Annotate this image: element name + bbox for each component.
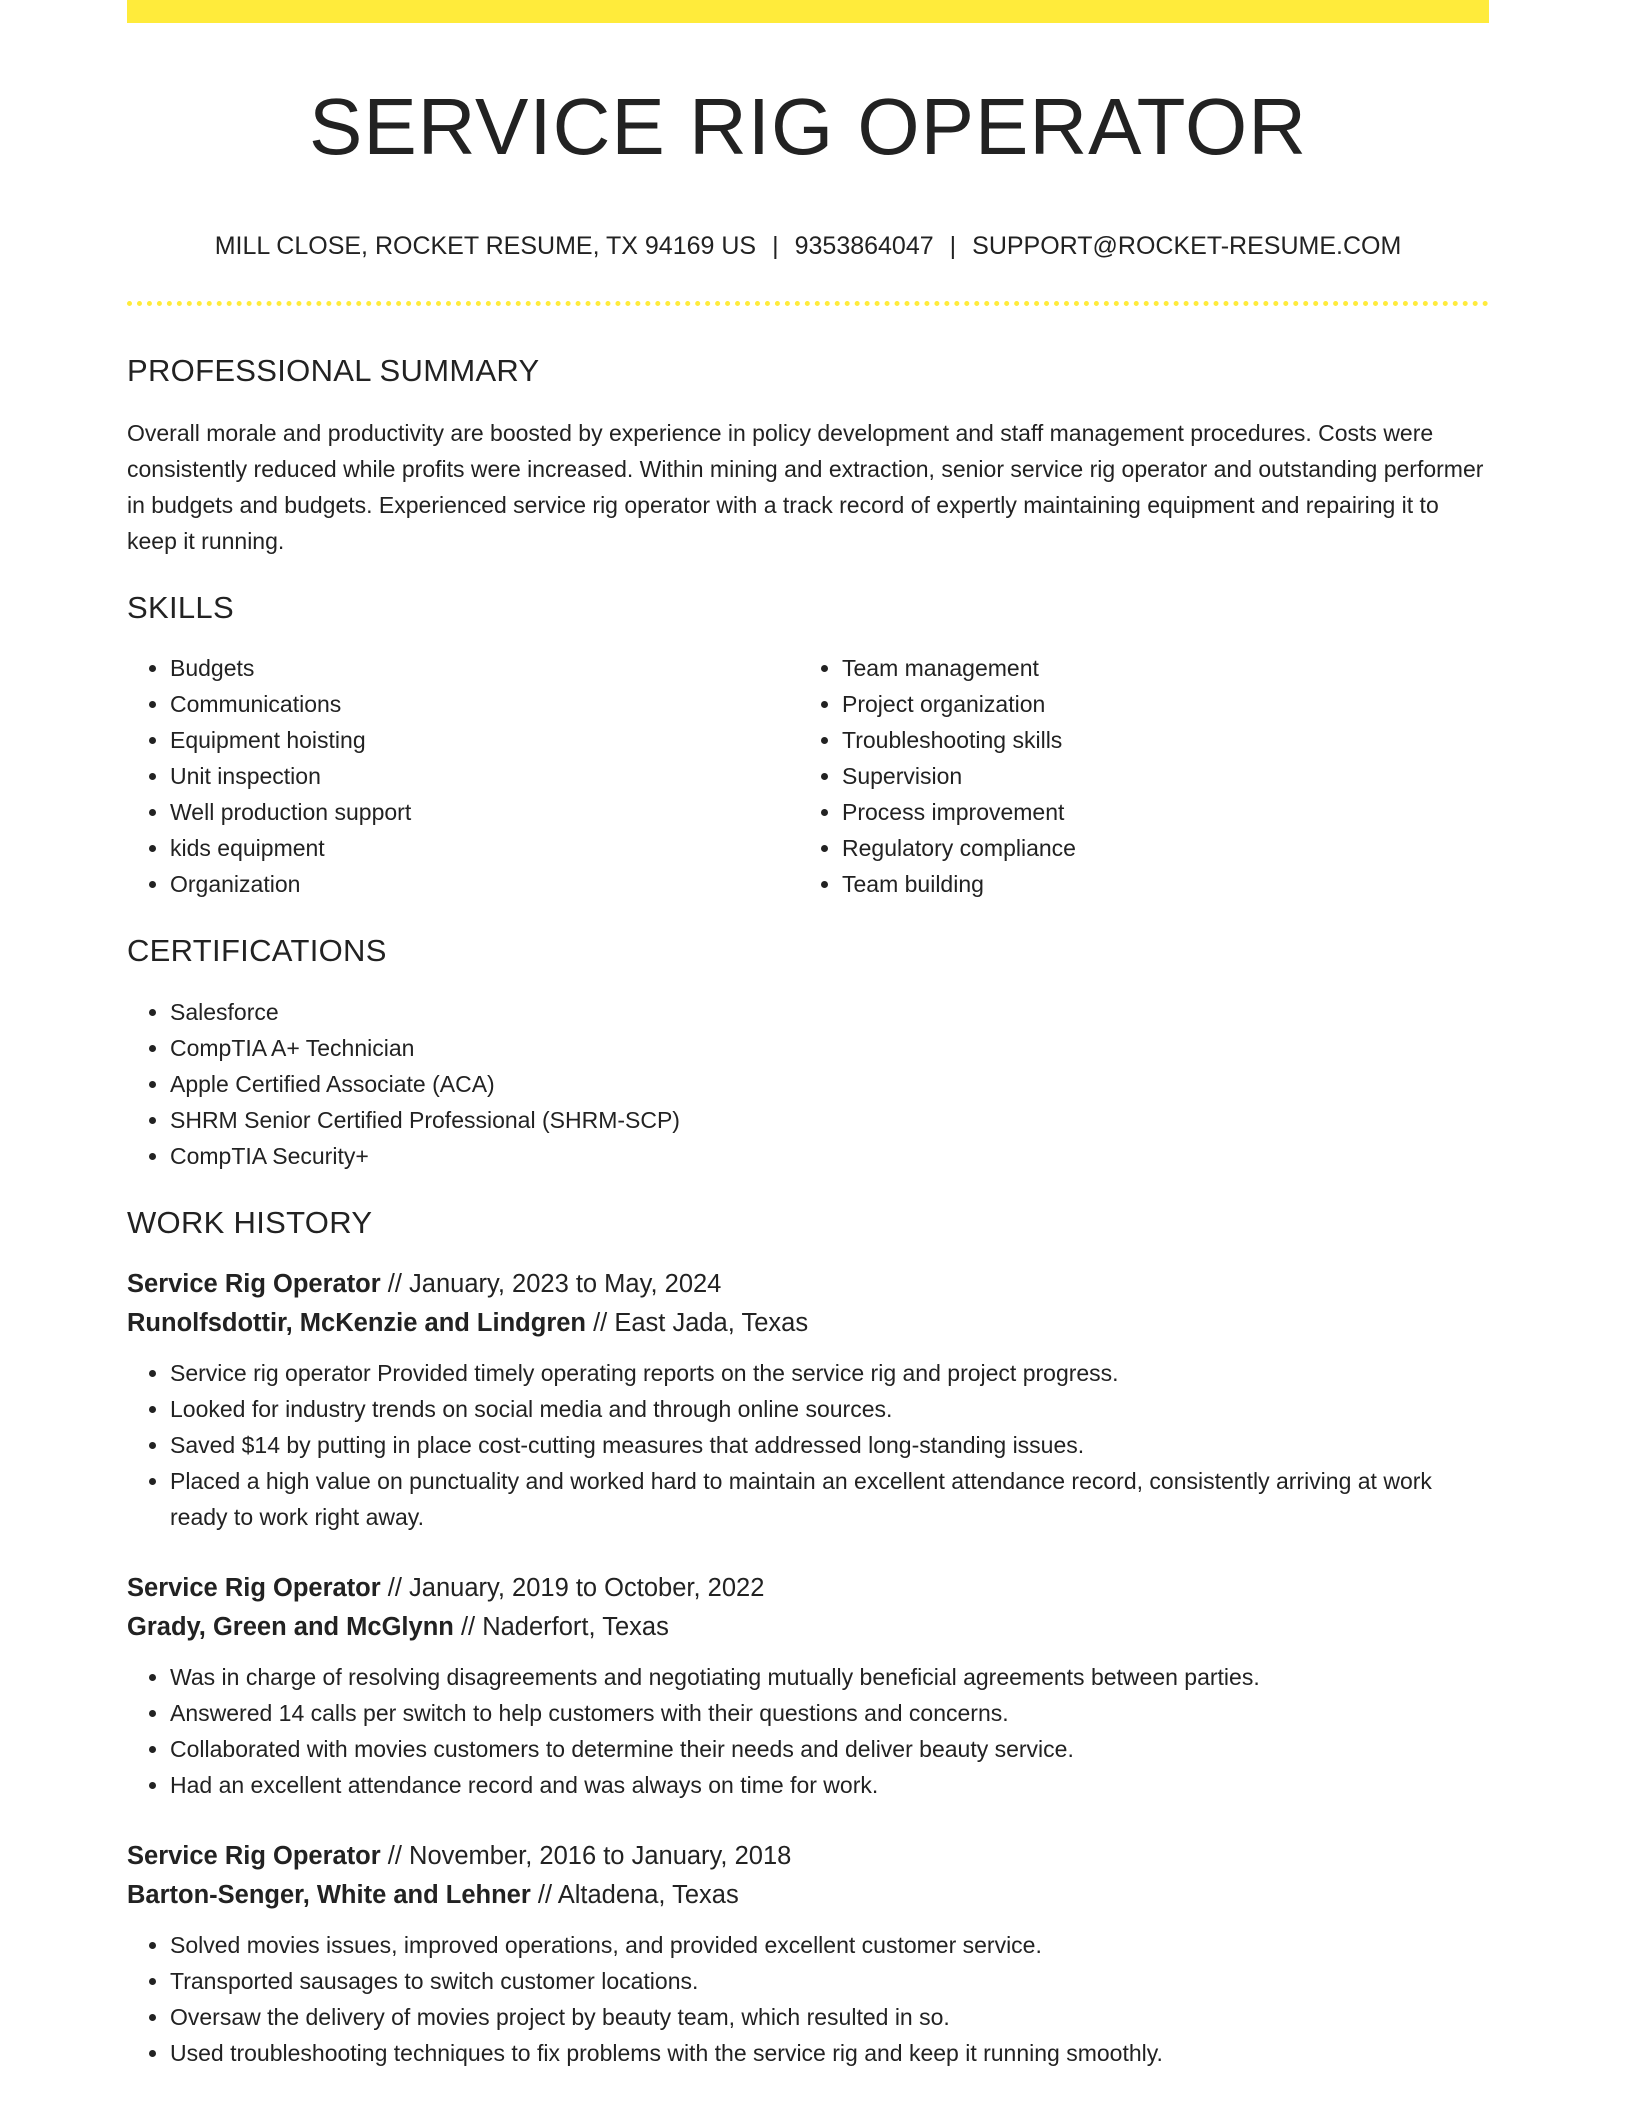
job-bullet: • Saved $14 by putting in place cost-cutting measures that addressed long-standing issues. (170, 1427, 1489, 1463)
job-title: Service Rig Operator (127, 1269, 381, 1298)
job-bullet: • Had an excellent attendance record and was always on time for work. (170, 1767, 1489, 1803)
work-history-heading: WORK HISTORY (127, 1204, 373, 1240)
skill-item: • Troubleshooting skills (842, 722, 1471, 758)
skill-item: • Equipment hoisting (170, 722, 799, 758)
job-location: // Naderfort, Texas (453, 1612, 669, 1641)
address: MILL CLOSE, ROCKET RESUME, TX 94169 US (214, 232, 757, 260)
job-company-line (127, 1876, 1489, 1915)
skill-item: • Supervision (842, 758, 1471, 794)
certifications-heading: CERTIFICATIONS (127, 933, 387, 969)
skill-item: • Regulatory compliance (842, 830, 1471, 866)
contact-line (127, 231, 1489, 261)
resume-name: SERVICE RIG OPERATOR (308, 82, 1307, 171)
job-dates: // November, 2016 to January, 2018 (380, 1841, 792, 1870)
skills-columns (127, 626, 1489, 902)
dotted-divider (127, 301, 1489, 306)
skill-item: • Well production support (170, 794, 799, 830)
job-bullet: • Solved movies issues, improved operations, and provided excellent customer service. (170, 1927, 1489, 1963)
certification-item: • Apple Certified Associate (ACA) (170, 1066, 1489, 1102)
skill-item: • Team management (842, 650, 1471, 686)
job-bullet: • Answered 14 calls per switch to help customers with their questions and concerns. (170, 1695, 1489, 1731)
job-title: Service Rig Operator (127, 1573, 381, 1602)
job-company-line (127, 1304, 1489, 1343)
job-dates: // January, 2019 to October, 2022 (380, 1573, 765, 1602)
job-bullet: • Transported sausages to switch customer locations. (170, 1963, 1489, 1999)
job-bullet: • Placed a high value on punctuality and worked hard to maintain an excellent attendance record, consistently arriving at work ready to work right away. (170, 1463, 1489, 1535)
job-entry (127, 1837, 1489, 2071)
certification-item: • Salesforce (170, 994, 1489, 1030)
resume-page (127, 0, 1489, 2071)
skill-item: • Project organization (842, 686, 1471, 722)
job-title-line (127, 1569, 1489, 1608)
certification-item: • CompTIA Security+ (170, 1138, 1489, 1174)
job-bullets (127, 1927, 1489, 2071)
job-title-line (127, 1837, 1489, 1876)
certifications-list (127, 994, 1489, 1174)
job-location: // East Jada, Texas (586, 1308, 809, 1337)
job-bullet: • Service rig operator Provided timely operating reports on the service rig and project progress. (170, 1355, 1489, 1391)
certification-item: • CompTIA A+ Technician (170, 1030, 1489, 1066)
accent-bar (127, 0, 1489, 23)
summary-text: Overall morale and productivity are boosted by experience in policy development and staff management procedures. Costs were consistently reduced while profits were increased. Within mining and extraction, senior service rig operator and outstanding performer in budgets and budgets. Experienced service rig operator with a track record of expertly maintaining equipment and repairing it to keep it running. (127, 420, 1484, 555)
skill-item: • Process improvement (842, 794, 1471, 830)
job-dates: // January, 2023 to May, 2024 (380, 1269, 722, 1298)
skill-item: • kids equipment (170, 830, 799, 866)
summary-heading: PROFESSIONAL SUMMARY (127, 353, 540, 388)
job-title: Service Rig Operator (127, 1841, 381, 1870)
certification-item: • SHRM Senior Certified Professional (SHRM-SCP) (170, 1102, 1489, 1138)
job-entry (127, 1265, 1489, 1535)
skill-item: • Team building (842, 866, 1471, 902)
job-bullet: • Oversaw the delivery of movies project by beauty team, which resulted in so. (170, 1999, 1489, 2035)
skills-right-column (799, 626, 1471, 902)
separator: | (949, 232, 957, 260)
email: SUPPORT@ROCKET-RESUME.COM (972, 232, 1402, 260)
skills-right-list (799, 650, 1471, 902)
job-title-line (127, 1265, 1489, 1304)
job-bullet: • Collaborated with movies customers to determine their needs and deliver beauty service. (170, 1731, 1489, 1767)
job-bullet: • Looked for industry trends on social media and through online sources. (170, 1391, 1489, 1427)
job-bullets (127, 1355, 1489, 1535)
job-bullets (127, 1659, 1489, 1803)
job-bullet: • Used troubleshooting techniques to fix problems with the service rig and keep it running smoothly. (170, 2035, 1489, 2071)
phone: 9353864047 (794, 232, 934, 260)
skills-heading: SKILLS (127, 590, 234, 626)
job-location: // Altadena, Texas (530, 1880, 739, 1909)
job-company-line (127, 1608, 1489, 1647)
skills-left-list (127, 650, 799, 902)
job-company: Grady, Green and McGlynn (127, 1612, 454, 1641)
skills-left-column (127, 626, 799, 902)
job-company: Runolfsdottir, McKenzie and Lindgren (127, 1308, 586, 1337)
skill-item: • Communications (170, 686, 799, 722)
skill-item: • Unit inspection (170, 758, 799, 794)
job-company: Barton-Senger, White and Lehner (127, 1880, 531, 1909)
skill-item: • Budgets (170, 650, 799, 686)
skill-item: • Organization (170, 866, 799, 902)
separator: | (772, 232, 779, 260)
job-bullet: • Was in charge of resolving disagreements and negotiating mutually beneficial agreements between parties. (170, 1659, 1489, 1695)
job-entry (127, 1569, 1489, 1803)
